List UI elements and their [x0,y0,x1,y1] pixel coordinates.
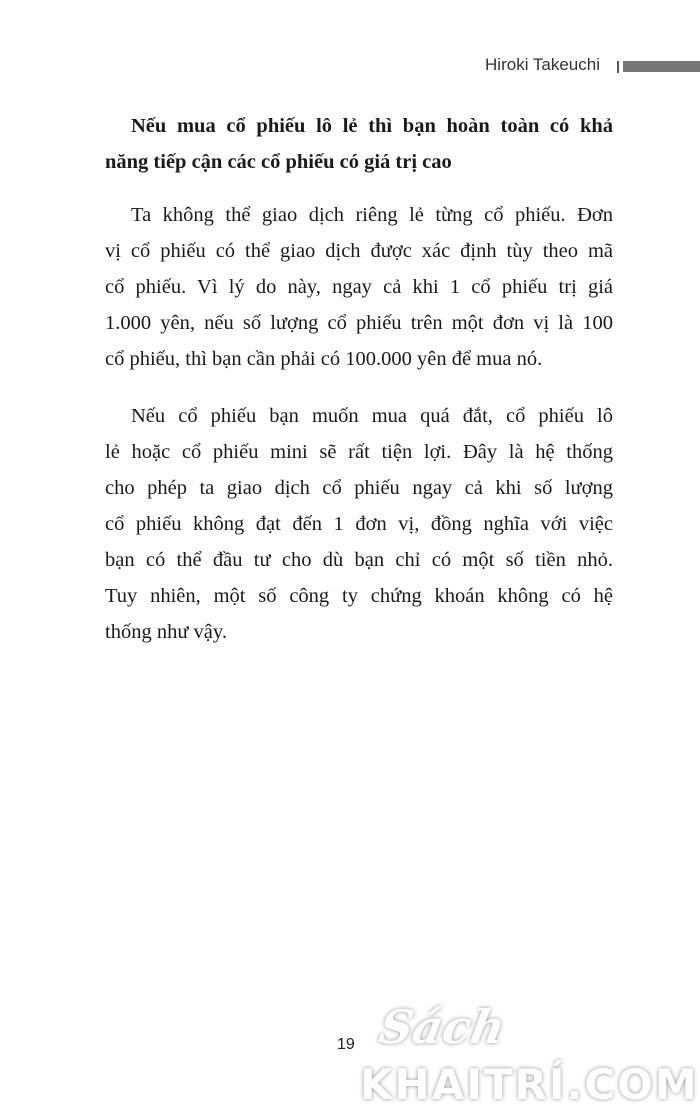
running-header [0,55,700,81]
section-heading [105,108,613,180]
text-line: Tuy nhiên, một số công ty chứng khoán không có hệ [105,585,613,607]
text-line: lẻ hoặc cổ phiếu mini sẽ rất tiện lợi. Đây là hệ thống [105,441,613,463]
watermark-script: Sách [375,1000,510,1054]
watermark-main: KHAITRÍ.COM [360,1060,699,1109]
text-line: thống như vậy. [105,621,227,643]
watermark-logo [360,1000,700,1110]
text-line: cổ phiếu không đạt đến 1 đơn vị, đồng nghĩa với việc [105,513,613,535]
text-line: Ta không thể giao dịch riêng lẻ từng cổ phiếu. Đơn [131,204,613,226]
text-line: 1.000 yên, nếu số lượng cổ phiếu trên một đơn vị là 100 [105,312,613,334]
paragraph-2 [105,398,613,650]
text-line: cho phép ta giao dịch cổ phiếu ngay cả khi số lượng [105,477,613,499]
text-line: vị cổ phiếu có thể giao dịch được xác định tùy theo mã [105,240,613,262]
paragraph-1 [105,197,613,377]
heading-line: năng tiếp cận các cổ phiếu có giá trị cao [105,151,452,173]
page-number: 19 [337,1036,355,1053]
heading-line: Nếu mua cổ phiếu lô lẻ thì bạn hoàn toàn có khả [131,115,613,137]
text-line: cổ phiếu. Vì lý do này, ngay cả khi 1 cổ phiếu trị giá [105,276,613,298]
author-name: Hiroki Takeuchi [485,55,600,74]
text-line: cổ phiếu, thì bạn cần phải có 100.000 yên để mua nó. [105,348,543,370]
header-bar [623,61,700,72]
text-line: bạn có thể đầu tư cho dù bạn chỉ có một số tiền nhỏ. [105,549,613,571]
text-line: Nếu cổ phiếu bạn muốn mua quá đắt, cổ phiếu lô [131,405,613,427]
header-divider [617,61,619,73]
